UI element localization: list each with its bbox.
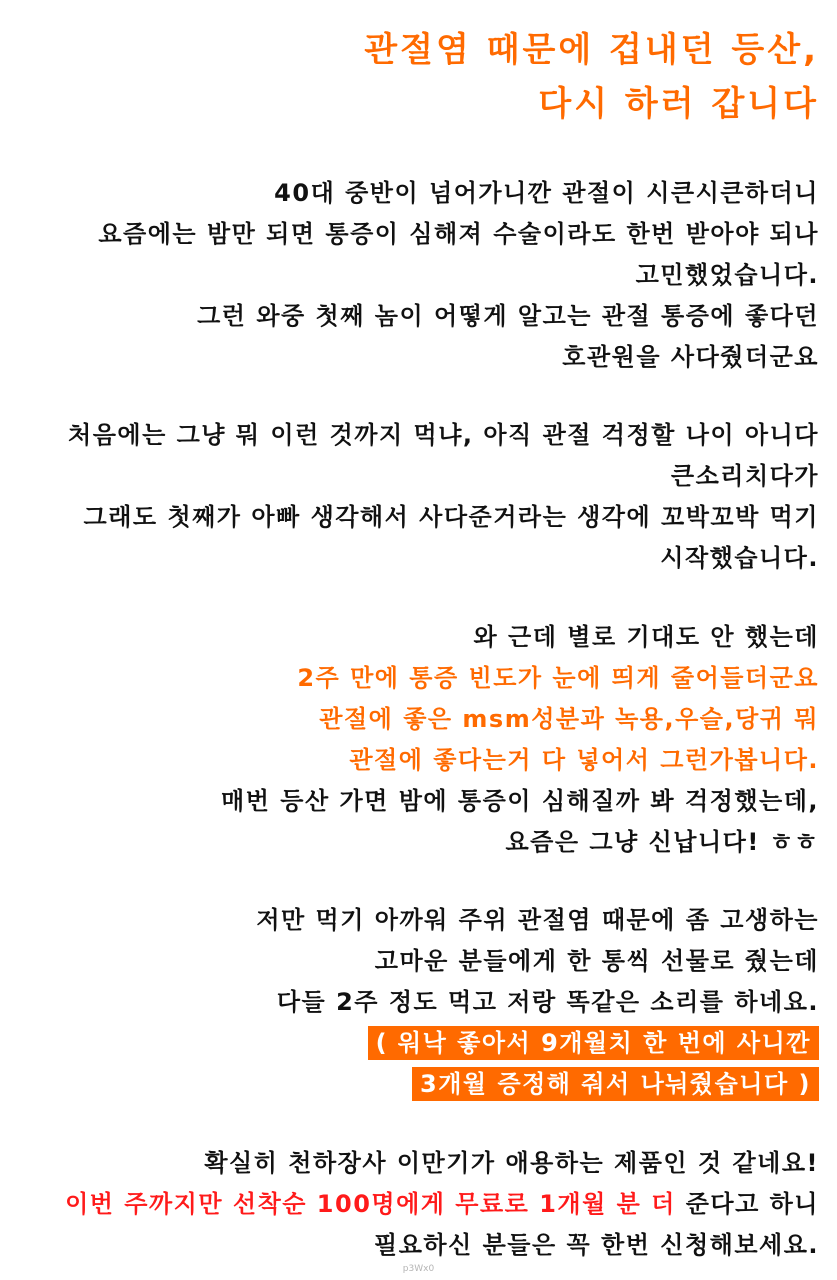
paragraph-2-line-2: 큰소리치다가 (670, 462, 819, 490)
paragraph-1-line-2: 요즘에는 밤만 되면 통증이 심해져 수술이라도 한번 받아야 되나 (98, 220, 819, 248)
paragraph-4-line-1: 저만 먹기 아까워 주위 관절염 때문에 좀 고생하는 (256, 906, 819, 934)
paragraph-5-line-2 (65, 1184, 819, 1219)
callout-highlight-1: ( 워낙 좋아서 9개월치 한 번에 사니깐 (368, 1026, 819, 1060)
paragraph-3-highlight-line-2: 관절에 좋은 msm성분과 녹용,우슬,당귀 뭐 (319, 705, 819, 733)
paragraph-3-line-1: 와 근데 별로 기대도 안 했는데 (473, 623, 819, 651)
paragraph-4-line-3: 다들 2주 정도 먹고 저랑 똑같은 소리를 하네요. (276, 988, 819, 1016)
paragraph-1-line-5: 호관원을 사다줬더군요 (562, 343, 819, 371)
paragraph-5-line-1: 확실히 천하장사 이만기가 애용하는 제품인 것 같네요! (204, 1149, 819, 1177)
watermark-text: p3Wx0 (402, 1264, 435, 1274)
paragraph-1-line-4: 그런 와중 첫째 놈이 어떻게 알고는 관절 통증에 좋다던 (197, 302, 819, 330)
headline-line-2: 다시 하러 갑니다 (538, 84, 819, 124)
promo-offer-text: 이번 주까지만 선착순 100명에게 무료로 1개월 분 더 (65, 1190, 676, 1218)
callout-highlight-2: 3개월 증정해 줘서 나눠줬습니다 ) (412, 1067, 819, 1101)
paragraph-4-callout-line-1 (368, 1023, 819, 1058)
paragraph-4-callout-line-2 (412, 1064, 819, 1099)
paragraph-3-highlight-line-3: 관절에 좋다는거 다 넣어서 그런가봅니다. (349, 746, 819, 774)
paragraph-4-line-2: 고마운 분들에게 한 통씩 선물로 줬는데 (374, 947, 819, 975)
paragraph-2-line-4: 시작했습니다. (660, 544, 819, 572)
paragraph-3-line-5: 매번 등산 가면 밤에 통증이 심해질까 봐 걱정했는데, (221, 787, 819, 815)
paragraph-2-line-1: 처음에는 그냥 뭐 이런 것까지 먹냐, 아직 관절 걱정할 나이 아니다 (68, 421, 819, 449)
promo-offer-tail: 준다고 하니 (685, 1190, 819, 1218)
paragraph-3-highlight-line-1: 2주 만에 통증 빈도가 눈에 띄게 줄어들더군요 (297, 664, 819, 692)
paragraph-1-line-3: 고민했었습니다. (635, 261, 819, 289)
paragraph-3-line-6: 요즘은 그냥 신납니다! ㅎㅎ (505, 828, 819, 856)
headline-line-1: 관절염 때문에 겁내던 등산, (364, 30, 819, 70)
paragraph-2-line-3: 그래도 첫째가 아빠 생각해서 사다준거라는 생각에 꼬박꼬박 먹기 (83, 503, 819, 531)
paragraph-1-line-1: 40대 중반이 넘어가니깐 관절이 시큰시큰하더니 (274, 179, 819, 207)
paragraph-5-line-3: 필요하신 분들은 꼭 한번 신청해보세요. (374, 1231, 819, 1259)
